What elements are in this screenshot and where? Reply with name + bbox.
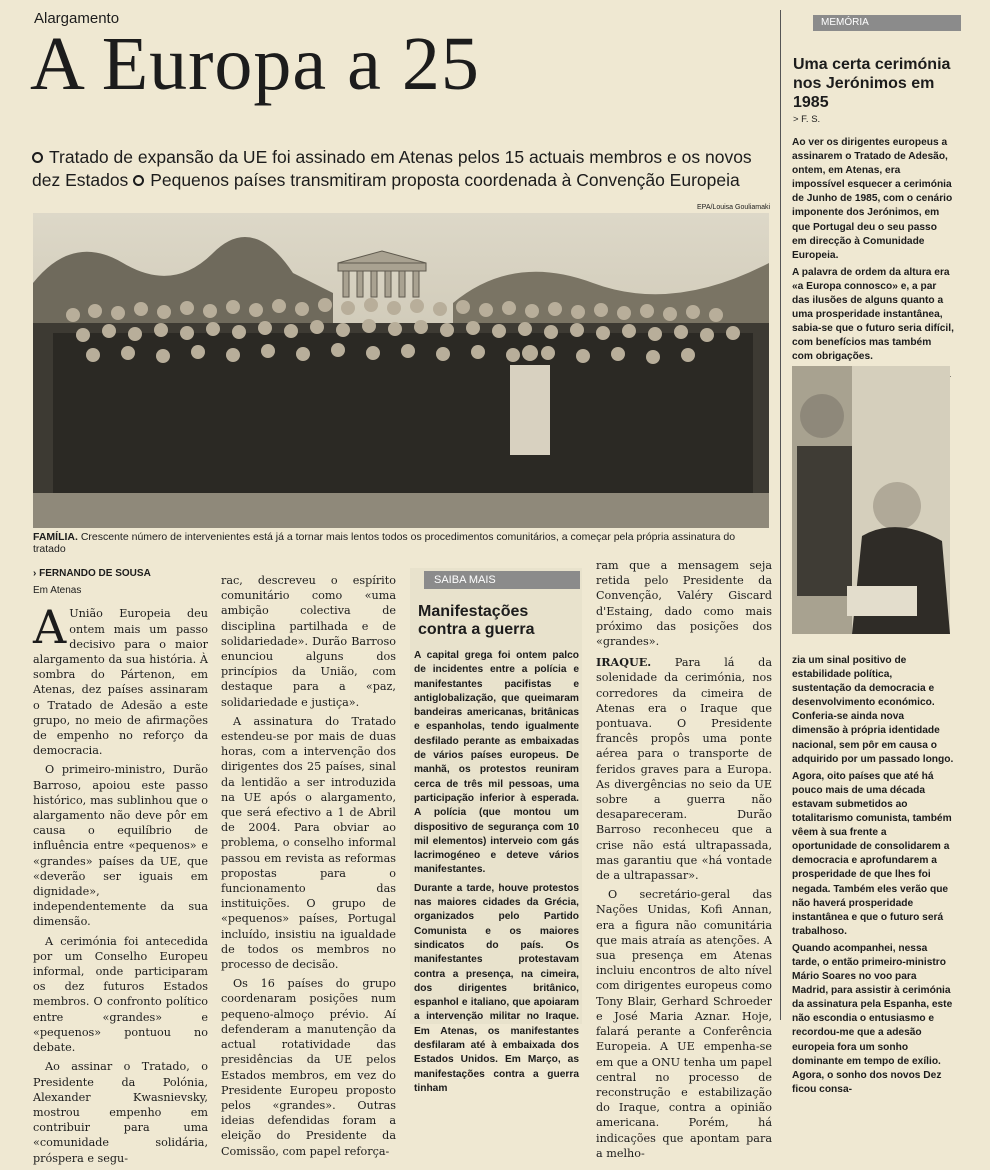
memoria-author: > F. S. xyxy=(793,114,821,125)
memoria-text-top xyxy=(792,136,954,363)
article-paragraph: Ao assinar o Tratado, o Presidente da Polónia, Alexander Kwasnievsky, mostrou empenho em contribuir para uma «comunidade solidária, próspera e segu- xyxy=(33,1060,208,1165)
caption-text: Crescente número de intervenientes está já a tornar mais lentos todos os procedimentos comunitários, a começar pela própria assinatura do tratado xyxy=(33,531,736,555)
sidebar-paragraph: Durante a tarde, houve protestos nas maiores cidades da Grécia, organizados pelo Partido Comunista e os maiores sindicatos do país. Os manifestantes protestavam contra a presença, na cimeira, dos dirigentes britânico, espanhol e italiano, que apoiaram a intervenção militar no Iraque. Em Atenas, os manifestantes desfilaram até à embaixada dos Estados Unidos. Em Março, as manifestações contra a guerra tinham xyxy=(414,882,579,1094)
bullet-icon xyxy=(133,175,144,186)
sidebar-paragraph: A capital grega foi ontem palco de incidentes entre a polícia e manifestantes pacifistas e antiglobalização, que queimaram bandeiras americanas, britânicas e espanholas, tendo igualmente desfilado perante as embaixadas de vários países europeus. De manhã, os protestos reuniram cerca de três mil pessoas, uma participação inferior à esperada. A polícia (que montou um dispositivo de segurança com 10 mil elementos) interveio com gás lacrimogéneo e deteve vários manifestantes. xyxy=(414,650,579,876)
column-divider xyxy=(780,10,781,1020)
memoria-paragraph: Agora, oito países que até há pouco mais de uma década estavam submetidos ao totalitarismo comunista, também vêem à sua frente a oportunidade de consolidarem a democracia e aprofundarem a prosperidade de que lhes foi negada. Também eles verão que não haverá prosperidade instantânea e que o futuro será trabalhoso. xyxy=(792,770,952,937)
group-photo xyxy=(33,213,769,528)
article-paragraph: rac, descreveu o espírito comunitário como «uma ambição colectiva de disciplina partilhada e de solidariedade». Durão Barroso enunciou alguns dos princípios da União, com destaque para a «paz, solidariedade e justiça». xyxy=(221,574,396,709)
memoria-photo xyxy=(792,366,950,634)
memoria-text-bottom xyxy=(792,654,954,1100)
subsection-label: IRAQUE. xyxy=(596,655,652,670)
photo-caption xyxy=(33,531,769,555)
subhead-part-1: Tratado de expansão da UE foi assinado em Atenas pelos 15 actuais membros e os novos dez Estados xyxy=(32,147,752,191)
subhead-part-2: Pequenos países transmitiram proposta coordenada à Convenção Europeia xyxy=(150,170,740,191)
article-column-4 xyxy=(596,558,772,1165)
subheadline xyxy=(32,146,772,192)
article-paragraph: ram que a mensagem seja retida pelo Presidente da Convenção, Valéry Giscard d'Estaing, dado como mais próximo das posições dos «grandes». xyxy=(596,559,772,649)
memoria-title: Uma certa cerimónia nos Jerónimos em 1985 xyxy=(793,56,951,111)
byline-location: Em Atenas xyxy=(33,585,82,597)
byline-name: FERNANDO DE SOUSA xyxy=(39,568,151,579)
memoria-paragraph: Ao ver os dirigentes europeus a assinarem o Tratado de Adesão, ontem, em Atenas, era impossível esquecer a cerimónia de Junho de 1985, com o cenário imponente dos Jerónimos, em que Portugal deu o seu passo em direcção à Comunidade Europeia. xyxy=(792,137,953,261)
article-column-2 xyxy=(221,573,396,1163)
memoria-paragraph: Quando acompanhei, nessa tarde, o então primeiro-ministro Mário Soares no voo para Madrid, para assistir à cerimónia da assinatura pela Espanha, este não escondia o entusiasmo e recordou-me que a adesão europeia fora um sonho dominante em tempo de exílio. Agora, o sonho dos novos Dez ficou consa- xyxy=(792,942,953,1095)
article-paragraph: Os 16 países do grupo coordenaram posições num pequeno-almoço prévio. Aí defenderam a manutenção da actual rotatividade das presidências da UE pelos Estados membros, em vez do Presidente Europeu proposto pelos «grandes». Outras ideias defendidas foram a eleição do Presidente da Comissão, com papel reforça- xyxy=(221,977,396,1158)
sidebar-body xyxy=(414,649,579,1100)
article-paragraph: O secretário-geral das Nações Unidas, Kofi Annan, era a figura não comunitária que mais atraía as atenções. A sua presença em Atenas incluiu encontros de alto nível com dirigentes europeus como Tony Blair, Gerhard Schroeder e José Maria Aznar. Hoje, falará perante a Conferência Europeia. A UE empenha-se em que a ONU tenha um papel central no processo de reconstrução e estabilização do Iraque, contra a opinião americana. Porém, há indicações que apontam para a melho- xyxy=(596,888,772,1160)
headline: A Europa a 25 xyxy=(30,22,480,106)
memoria-tag: MEMÓRIA xyxy=(813,15,961,31)
article-paragraph xyxy=(596,655,772,883)
article-text: União Europeia deu ontem mais um passo decisivo para o maior alargamento da sua história. À sombra do Pártenon, em Atenas, dez países assinaram o Tratado de Adesão a este grupo, no meio de afirmações de empenho no reforço da democracia. xyxy=(33,607,208,758)
article-paragraph xyxy=(33,600,208,758)
bullet-icon xyxy=(32,152,43,163)
memoria-paragraph: A palavra de ordem da altura era «a Europa connosco» e, a par das ilusões de alguns quanto a uma prosperidade instantânea, sabia-se que o futuro seria difícil, com benefícios mas também com obrigações. xyxy=(792,266,954,363)
sidebar-title: Manifestações contra a guerra xyxy=(418,603,535,638)
dropcap: A xyxy=(33,600,67,655)
article-paragraph: A cerimónia foi antecedida por um Conselho Europeu informal, onde participaram os dez futuros Estados membros. O confronto político entre «grandes» e «pequenos» pontuou no debate. xyxy=(33,934,208,1055)
article-text: Para lá da solenidade da cerimónia, nos corredores da cimeira de Atenas era o Iraque que pontuava. O Presidente francês propôs uma ponte aérea para o transporte de feridos graves para a Europa. As divergências no seio da UE sobre a guerra não desapareceram. Durão Barroso reconheceu que a crise não está ultrapassada, mas garantiu que «há vontade de a ultrapassar». xyxy=(596,656,772,883)
byline: › FERNANDO DE SOUSA xyxy=(33,568,151,579)
sidebar-tag: SAIBA MAIS xyxy=(424,571,580,589)
memoria-paragraph: zia um sinal positivo de estabilidade política, sustentação da democracia e desenvolvimento económico. Conferia-se ainda nova dimensão à própria identidade nacional, sem pôr em causa o adquirido por um passado longo. xyxy=(792,655,954,765)
photo-credit: EPA/Louisa Gouliamaki xyxy=(697,204,771,211)
article-paragraph: A assinatura do Tratado estendeu-se por mais de duas horas, com a intervenção dos dirigentes dos 25 países, sinal da lentidão a ser introduzida na UE após o alargamento, que será efectivo a 1 de Abril de 2004. Para obviar ao problema, o conselho informal passou em revista as reformas propostas para o funcionamento das instituições. O grupo de «pequenos» países, Portugal incluído, insistiu na igualdade de todos os membros no processo de decisão. xyxy=(221,714,396,972)
article-paragraph: O primeiro-ministro, Durão Barroso, apoiou este passo histórico, mas sublinhou que o alargamento não deve pôr em causa o equilíbrio de influência entre «pequenos» e «grandes» países da UE, que «deverão ser iguais em dignidade», independentemente da sua dimensão. xyxy=(33,763,208,929)
article-column-1 xyxy=(33,566,208,1170)
section-kicker: Alargamento xyxy=(34,10,120,27)
caption-label: FAMÍLIA. xyxy=(33,531,78,543)
